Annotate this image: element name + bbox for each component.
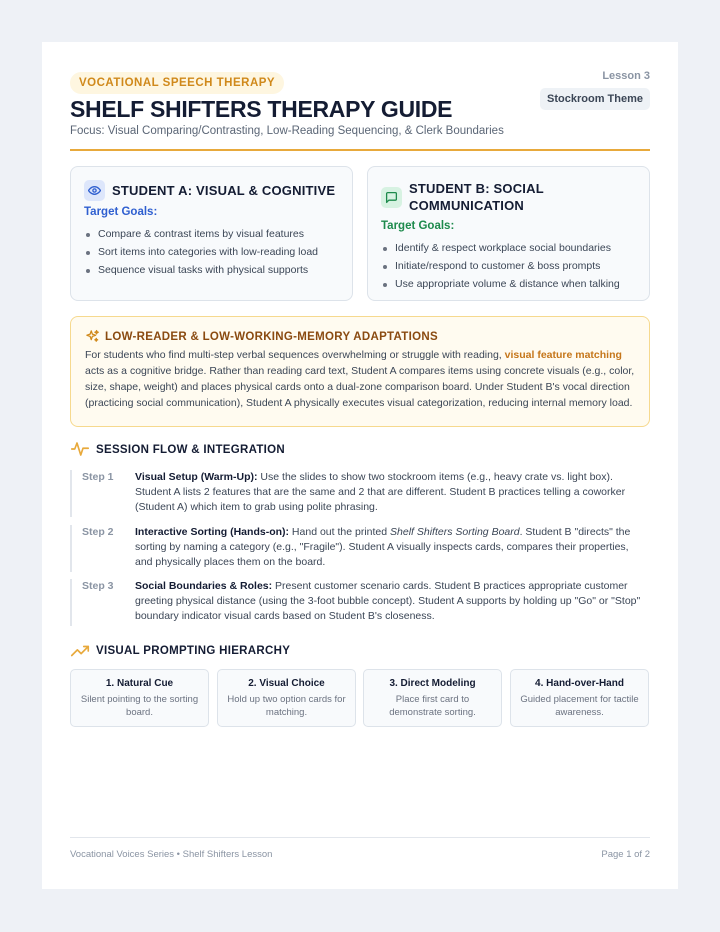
step-text bbox=[135, 579, 649, 624]
adaptations-highlight: visual feature matching bbox=[504, 349, 622, 361]
hierarchy-card-desc: Guided placement for tactile awareness. bbox=[520, 694, 639, 718]
student-b-goals bbox=[381, 239, 639, 293]
adaptations-body bbox=[85, 347, 641, 411]
adaptations-callout bbox=[70, 316, 650, 427]
step-item bbox=[70, 470, 650, 517]
category-badge: VOCATIONAL SPEECH THERAPY bbox=[70, 72, 284, 94]
student-a-card bbox=[70, 166, 353, 301]
step-description: . Student B "directs" the sorting by naming a category (e.g., "Fragile"). Student A visually inspects cards, compares their properties, and physically places them on the board. bbox=[135, 526, 631, 568]
step-label: Step 3 bbox=[82, 580, 114, 592]
chat-bubble-icon bbox=[381, 187, 402, 208]
goal-item: Initiate/respond to customer & boss prompts bbox=[381, 257, 639, 275]
pulse-icon bbox=[70, 440, 90, 463]
hierarchy-card-title: 4. Hand-over-Hand bbox=[535, 678, 624, 689]
step-item bbox=[70, 525, 650, 572]
student-b-goals-label: Target Goals: bbox=[381, 220, 455, 232]
hierarchy-card-title: 1. Natural Cue bbox=[105, 678, 174, 689]
page-title: SHELF SHIFTERS THERAPY GUIDE bbox=[70, 96, 453, 122]
step-label: Step 1 bbox=[82, 471, 114, 483]
step-name: Social Boundaries & Roles: bbox=[135, 580, 273, 592]
hierarchy-card bbox=[510, 669, 649, 727]
hierarchy-card bbox=[70, 669, 209, 727]
hierarchy-title: VISUAL PROMPTING HIERARCHY bbox=[96, 645, 291, 657]
trending-up-icon bbox=[70, 642, 90, 665]
guide-page bbox=[42, 42, 678, 889]
goal-item: Identify & respect workplace social boundaries bbox=[381, 239, 639, 257]
hierarchy-card-title: 2. Visual Choice bbox=[248, 678, 325, 689]
student-b-heading: STUDENT B: SOCIAL COMMUNICATION bbox=[409, 181, 544, 213]
lesson-number: Lesson 3 bbox=[602, 70, 650, 82]
step-name: Visual Setup (Warm-Up): bbox=[135, 471, 258, 483]
hierarchy-card-desc: Hold up two option cards for matching. bbox=[227, 694, 346, 718]
eye-icon bbox=[84, 180, 105, 201]
student-b-card bbox=[367, 166, 650, 301]
step-label: Step 2 bbox=[82, 526, 114, 538]
goal-item: Sort items into categories with low-reading load bbox=[84, 243, 342, 261]
hierarchy-card bbox=[363, 669, 502, 727]
board-name: Shelf Shifters Sorting Board bbox=[390, 526, 520, 538]
page-subtitle: Focus: Visual Comparing/Contrasting, Low-Reading Sequencing, & Clerk Boundaries bbox=[70, 125, 504, 137]
adaptations-heading: LOW-READER & LOW-WORKING-MEMORY ADAPTATIONS bbox=[105, 331, 438, 343]
step-name: Interactive Sorting (Hands-on): bbox=[135, 526, 290, 538]
hierarchy-card bbox=[217, 669, 356, 727]
step-text bbox=[135, 525, 649, 570]
student-a-heading: STUDENT A: VISUAL & COGNITIVE bbox=[112, 183, 336, 198]
hierarchy-card-desc: Silent pointing to the sorting board. bbox=[80, 694, 199, 718]
adaptations-text: acts as a cognitive bridge. Rather than reading card text, Student A compares items using concrete visuals (e.g., color, size, shape, weight) and places physical cards onto a dual-zone comparison board. Under Student B's vocal direction (practicing social communication), Student A physically executes visual categorization, reducing internal memory load. bbox=[85, 365, 635, 409]
step-description: Hand out the printed bbox=[289, 526, 391, 538]
goal-item: Sequence visual tasks with physical supports bbox=[84, 261, 342, 279]
hierarchy-card-title: 3. Direct Modeling bbox=[389, 678, 476, 689]
theme-tag: Stockroom Theme bbox=[540, 88, 650, 110]
step-description: Present customer scenario cards. Student B practices appropriate customer greeting physical distance (using the 3-foot bubble concept). Student A supports by holding up "Go" or "Stop" boundary indicator visual cards based on Student B's closeness. bbox=[135, 580, 641, 622]
footer-divider bbox=[70, 837, 650, 838]
student-a-goals-label: Target Goals: bbox=[84, 206, 158, 218]
step-text bbox=[135, 470, 649, 515]
page-number: Page 1 of 2 bbox=[601, 849, 650, 860]
student-a-goals bbox=[84, 225, 342, 279]
step-description: Use the slides to show two stockroom items (e.g., heavy crate vs. light box). Student A lists 2 features that are the same and 2 that are different. Student B practices telling a coworker (Student A) which item to grab using polite phrasing. bbox=[135, 471, 626, 513]
footer-series: Vocational Voices Series • Shelf Shifters Lesson bbox=[70, 849, 273, 860]
hierarchy-card-desc: Place first card to demonstrate sorting. bbox=[389, 694, 476, 718]
adaptations-text: For students who find multi-step verbal sequences overwhelming or struggle with reading, bbox=[85, 349, 505, 361]
goal-item: Compare & contrast items by visual features bbox=[84, 225, 342, 243]
goal-item: Use appropriate volume & distance when talking bbox=[381, 275, 639, 293]
sparkle-icon bbox=[85, 329, 100, 349]
session-flow-title: SESSION FLOW & INTEGRATION bbox=[96, 444, 286, 456]
step-item bbox=[70, 579, 650, 626]
header-divider bbox=[70, 149, 650, 151]
